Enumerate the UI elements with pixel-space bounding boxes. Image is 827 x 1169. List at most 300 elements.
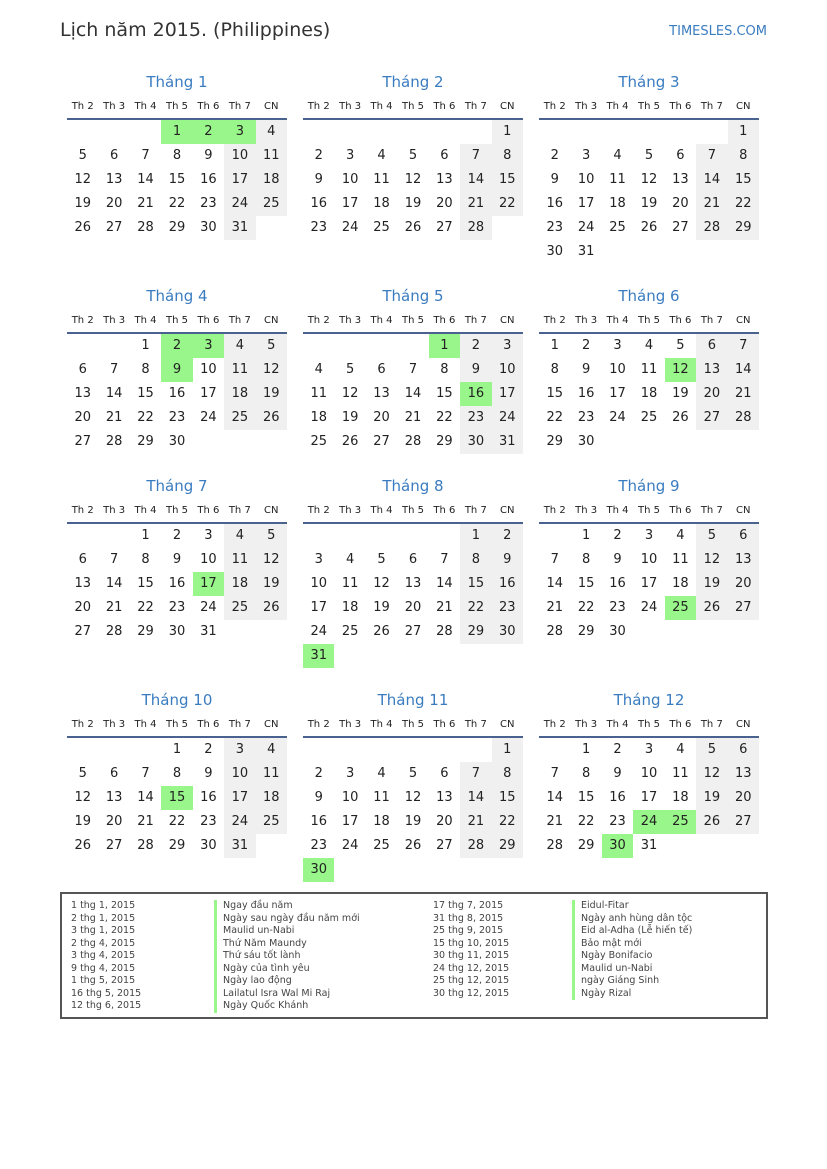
weekday-label: Th 7 [700,101,723,112]
day-cell: 18 [341,600,359,615]
weekday-label: Th 2 [307,719,330,730]
day-cell: 9 [204,148,213,163]
empty-cell [98,738,129,762]
weekday-label: Th 7 [700,315,723,326]
day-cell: 12 [256,358,287,382]
weekday-label: Th 2 [543,719,566,730]
holiday-day-cell: 30 [602,834,633,858]
day-cell: 4 [224,524,255,548]
day-cell: 10 [224,144,255,168]
weekday-label: Th 4 [606,315,629,326]
weekday-label: Th 4 [370,505,393,516]
empty-cell [460,738,491,762]
day-cell: 1 [581,528,591,543]
day-cell: 25 [373,838,390,853]
day-cell: 8 [550,362,559,377]
day-cell: 10 [341,790,359,805]
day-cell: 27 [74,434,91,449]
day-cell: 21 [460,810,491,834]
holiday-names-right [572,900,692,1000]
day-cell: 15 [728,168,759,192]
day-cell: 17 [640,576,658,591]
day-cell: 21 [137,814,154,829]
day-cell: 21 [546,814,563,829]
weekday-label: CN [264,315,279,326]
day-cell: 9 [613,552,622,567]
day-cell: 6 [440,766,449,781]
empty-cell [98,120,129,144]
empty-cell [633,120,664,144]
day-cell: 28 [137,220,154,235]
day-cell: 1 [172,742,182,757]
weekday-header [67,498,287,524]
day-cell: 2 [204,742,213,757]
day-cell: 18 [256,786,287,810]
day-cell: 14 [460,786,491,810]
day-cell: 6 [109,148,119,163]
weekday-label: Th 2 [71,505,94,516]
day-cell: 18 [256,168,287,192]
day-cell: 29 [168,220,186,235]
day-cell: 22 [492,192,523,216]
day-cell: 19 [256,382,287,406]
month-title: Tháng 11 [377,691,449,709]
day-cell: 27 [404,624,422,639]
holiday-date: 3 thg 1, 2015 [71,925,136,936]
weekday-label: Th 4 [370,101,393,112]
day-cell: 28 [105,624,123,639]
day-cell: 11 [224,548,255,572]
day-cell: 4 [314,362,323,377]
day-cell: 11 [224,358,255,382]
day-cell: 21 [105,410,123,425]
holiday-day-cell: 31 [303,644,334,668]
day-cell: 13 [74,386,91,401]
day-cell: 25 [224,596,255,620]
day-cell: 24 [609,410,626,425]
day-cell: 30 [168,624,186,639]
day-cell: 19 [74,814,91,829]
holiday-date: 30 thg 12, 2015 [433,987,510,999]
day-cell: 9 [172,552,182,567]
day-cell: 18 [672,576,689,591]
day-cell: 13 [728,548,759,572]
weekday-label: Th 4 [134,315,157,326]
empty-cell [602,120,633,144]
empty-cell [397,334,428,358]
day-cell: 18 [310,410,327,425]
holiday-name: Thứ Năm Maundy [214,938,360,951]
day-cell: 15 [168,172,186,187]
day-cell: 31 [577,244,595,259]
day-cell: 28 [404,434,422,449]
day-cell: 6 [109,766,119,781]
empty-cell [98,334,129,358]
weekday-header [67,712,287,738]
day-cell: 17 [577,196,595,211]
day-cell: 3 [224,738,255,762]
month-11 [303,688,523,882]
day-cell: 31 [492,430,523,454]
month-6 [539,284,759,454]
weekday-label: Th 5 [637,719,660,730]
day-cell: 5 [345,362,355,377]
day-cell: 8 [581,552,591,567]
weekday-header [67,308,287,334]
holiday-day-cell: 9 [161,358,192,382]
day-cell: 28 [460,834,491,858]
weekday-header [539,498,759,524]
holiday-name: Ngày anh hùng dân tộc [572,913,692,926]
holiday-date: 24 thg 12, 2015 [433,962,510,974]
holiday-day-cell: 15 [161,786,192,810]
day-cell: 18 [373,196,390,211]
weekday-label: Th 7 [700,505,723,516]
day-cell: 24 [577,220,595,235]
day-cell: 6 [696,334,727,358]
day-cell: 3 [345,766,355,781]
weekday-label: Th 5 [637,315,660,326]
empty-cell [303,334,334,358]
weekday-label: Th 4 [606,719,629,730]
day-cell: 16 [200,172,217,187]
day-cell: 3 [314,552,323,567]
day-cell: 27 [728,810,759,834]
day-cell: 3 [581,148,591,163]
day-cell: 16 [168,386,186,401]
day-cell: 21 [105,600,123,615]
day-cell: 1 [581,742,591,757]
day-cell: 7 [460,144,491,168]
day-cell: 21 [404,410,422,425]
day-cell: 14 [436,576,453,591]
day-cell: 18 [640,386,658,401]
day-cell: 29 [492,834,523,858]
day-cell: 10 [341,172,359,187]
holiday-date: 17 thg 7, 2015 [433,900,504,911]
day-cell: 15 [137,576,154,591]
day-cell: 8 [172,766,182,781]
day-cell: 12 [373,576,390,591]
weekday-label: Th 7 [464,101,487,112]
day-cell: 5 [676,338,685,353]
month-title: Tháng 6 [618,287,680,305]
day-cell: 20 [436,814,453,829]
empty-cell [366,120,397,144]
day-cell: 23 [546,220,563,235]
day-cell: 21 [728,382,759,406]
day-cell: 25 [373,220,390,235]
day-cell: 27 [672,220,689,235]
day-cell: 20 [105,196,123,211]
day-cell: 13 [105,172,123,187]
month-5 [303,284,523,454]
holiday-name: Ngày sau ngày đầu năm mới [214,913,360,926]
day-cell: 6 [377,362,386,377]
empty-cell [366,738,397,762]
day-cell: 3 [613,338,622,353]
weekday-label: Th 7 [464,505,487,516]
weekday-label: Th 3 [339,101,362,112]
empty-cell [665,120,696,144]
day-cell: 12 [341,386,359,401]
day-cell: 20 [672,196,689,211]
holiday-day-cell: 3 [193,334,224,358]
days-grid [539,738,759,858]
day-cell: 2 [492,524,523,548]
day-cell: 18 [224,382,255,406]
day-cell: 26 [404,220,422,235]
day-cell: 20 [105,814,123,829]
day-cell: 11 [310,386,327,401]
day-cell: 15 [492,786,523,810]
weekday-label: Th 7 [464,719,487,730]
weekday-header [303,712,523,738]
weekday-label: CN [500,101,515,112]
weekday-header [539,712,759,738]
day-cell: 18 [672,790,689,805]
day-cell: 12 [696,762,727,786]
day-cell: 22 [137,410,154,425]
day-cell: 19 [696,572,727,596]
day-cell: 26 [640,220,658,235]
weekday-label: Th 6 [433,719,456,730]
empty-cell [130,738,161,762]
empty-cell [429,120,460,144]
empty-cell [334,738,365,762]
day-cell: 24 [200,600,217,615]
weekday-label: Th 4 [606,505,629,516]
day-cell: 25 [310,434,327,449]
day-cell: 16 [609,576,626,591]
weekday-label: Th 7 [700,719,723,730]
day-cell: 11 [672,552,689,567]
day-cell: 8 [581,766,591,781]
day-cell: 21 [436,600,453,615]
day-cell: 1 [141,338,150,353]
days-grid [67,524,287,644]
days-grid [67,738,287,858]
empty-cell [303,120,334,144]
holiday-date: 3 thg 4, 2015 [71,950,136,961]
day-cell: 30 [546,244,563,259]
month-title: Tháng 9 [618,477,680,495]
days-grid [539,334,759,454]
day-cell: 13 [105,790,123,805]
weekday-label: Th 5 [165,315,188,326]
holiday-date: 1 thg 5, 2015 [71,975,136,986]
day-cell: 5 [78,766,87,781]
weekday-label: CN [264,719,279,730]
weekday-label: Th 4 [134,505,157,516]
weekday-label: Th 4 [134,719,157,730]
day-cell: 14 [404,386,422,401]
day-cell: 17 [224,168,255,192]
day-cell: 14 [728,358,759,382]
day-cell: 11 [640,362,658,377]
day-cell: 27 [373,434,390,449]
month-title: Tháng 10 [141,691,213,709]
day-cell: 28 [546,838,563,853]
day-cell: 14 [546,790,563,805]
holiday-date: 15 thg 10, 2015 [433,937,510,949]
holiday-day-cell: 25 [665,810,696,834]
day-cell: 7 [109,552,119,567]
empty-cell [696,120,727,144]
weekday-label: CN [500,315,515,326]
empty-cell [429,738,460,762]
day-cell: 10 [609,362,626,377]
day-cell: 29 [577,624,595,639]
day-cell: 9 [460,358,491,382]
day-cell: 7 [109,362,119,377]
day-cell: 8 [492,762,523,786]
month-12 [539,688,759,858]
holiday-day-cell: 2 [161,334,192,358]
day-cell: 29 [436,434,453,449]
day-cell: 3 [492,334,523,358]
holiday-name: Ngày Bonifacio [572,950,692,963]
weekday-label: Th 5 [401,505,424,516]
day-cell: 15 [546,386,563,401]
day-cell: 20 [728,572,759,596]
day-cell: 27 [105,220,123,235]
empty-cell [429,524,460,548]
day-cell: 16 [200,790,217,805]
day-cell: 19 [696,786,727,810]
day-cell: 11 [256,762,287,786]
day-cell: 27 [728,596,759,620]
weekday-label: Th 7 [228,505,251,516]
day-cell: 5 [78,148,87,163]
month-row [67,70,767,264]
day-cell: 7 [550,552,559,567]
empty-cell [539,524,570,548]
month-row [67,474,767,668]
day-cell: 8 [492,144,523,168]
day-cell: 13 [696,358,727,382]
day-cell: 7 [141,766,150,781]
day-cell: 13 [373,386,390,401]
day-cell: 10 [640,766,658,781]
empty-cell [570,120,601,144]
day-cell: 5 [256,524,287,548]
weekday-label: Th 5 [401,101,424,112]
empty-cell [397,738,428,762]
day-cell: 24 [640,600,658,615]
day-cell: 9 [204,766,213,781]
day-cell: 5 [696,524,727,548]
month-8 [303,474,523,668]
month-9 [539,474,759,644]
day-cell: 13 [74,576,91,591]
day-cell: 22 [492,810,523,834]
day-cell: 15 [436,386,453,401]
day-cell: 13 [728,762,759,786]
empty-cell [67,524,98,548]
month-title: Tháng 3 [618,73,680,91]
day-cell: 24 [341,838,359,853]
day-cell: 28 [728,406,759,430]
weekday-label: Th 6 [433,101,456,112]
holiday-date: 9 thg 4, 2015 [71,962,136,974]
weekday-label: CN [500,505,515,516]
day-cell: 2 [581,338,591,353]
day-cell: 24 [492,406,523,430]
weekday-label: Th 2 [71,719,94,730]
day-cell: 16 [609,790,626,805]
weekday-label: CN [264,101,279,112]
day-cell: 23 [310,220,327,235]
day-cell: 7 [460,762,491,786]
day-cell: 20 [373,410,390,425]
day-cell: 14 [105,386,123,401]
day-cell: 8 [141,362,150,377]
day-cell: 27 [105,838,123,853]
month-title: Tháng 12 [613,691,685,709]
weekday-label: Th 2 [543,315,566,326]
day-cell: 17 [310,600,327,615]
weekday-label: Th 6 [669,719,692,730]
day-cell: 4 [224,334,255,358]
day-cell: 25 [609,220,626,235]
day-cell: 8 [172,148,182,163]
day-cell: 27 [436,220,453,235]
day-cell: 21 [137,196,154,211]
day-cell: 15 [137,386,154,401]
day-cell: 13 [404,576,422,591]
weekday-label: Th 3 [575,505,598,516]
day-cell: 26 [74,220,91,235]
holiday-date: 30 thg 11, 2015 [433,950,510,961]
day-cell: 8 [141,552,150,567]
holiday-name: Eidul-Fitar [572,900,692,913]
weekday-header [303,498,523,524]
site-link[interactable]: TIMESLES.COM [669,24,767,39]
day-cell: 13 [436,790,453,805]
day-cell: 7 [408,362,418,377]
day-cell: 28 [696,216,727,240]
holiday-day-cell: 1 [429,334,460,358]
day-cell: 26 [256,596,287,620]
day-cell: 12 [640,172,658,187]
day-cell: 12 [74,790,91,805]
day-cell: 19 [256,572,287,596]
day-cell: 22 [460,596,491,620]
day-cell: 28 [546,624,563,639]
day-cell: 6 [78,552,87,567]
day-cell: 5 [377,552,386,567]
day-cell: 6 [440,148,449,163]
day-cell: 26 [256,406,287,430]
day-cell: 12 [696,548,727,572]
month-2 [303,70,523,240]
month-title: Tháng 1 [146,73,208,91]
weekday-label: Th 6 [669,315,692,326]
day-cell: 19 [404,196,422,211]
month-title: Tháng 7 [146,477,208,495]
empty-cell [130,120,161,144]
day-cell: 4 [644,338,654,353]
day-cell: 31 [200,624,217,639]
weekday-label: Th 5 [637,505,660,516]
day-cell: 11 [672,766,689,781]
holiday-name: Eid al-Adha (Lễ hiến tế) [572,925,692,938]
month-7 [67,474,287,644]
day-cell: 4 [613,148,622,163]
weekday-label: Th 2 [307,315,330,326]
day-cell: 3 [345,148,355,163]
